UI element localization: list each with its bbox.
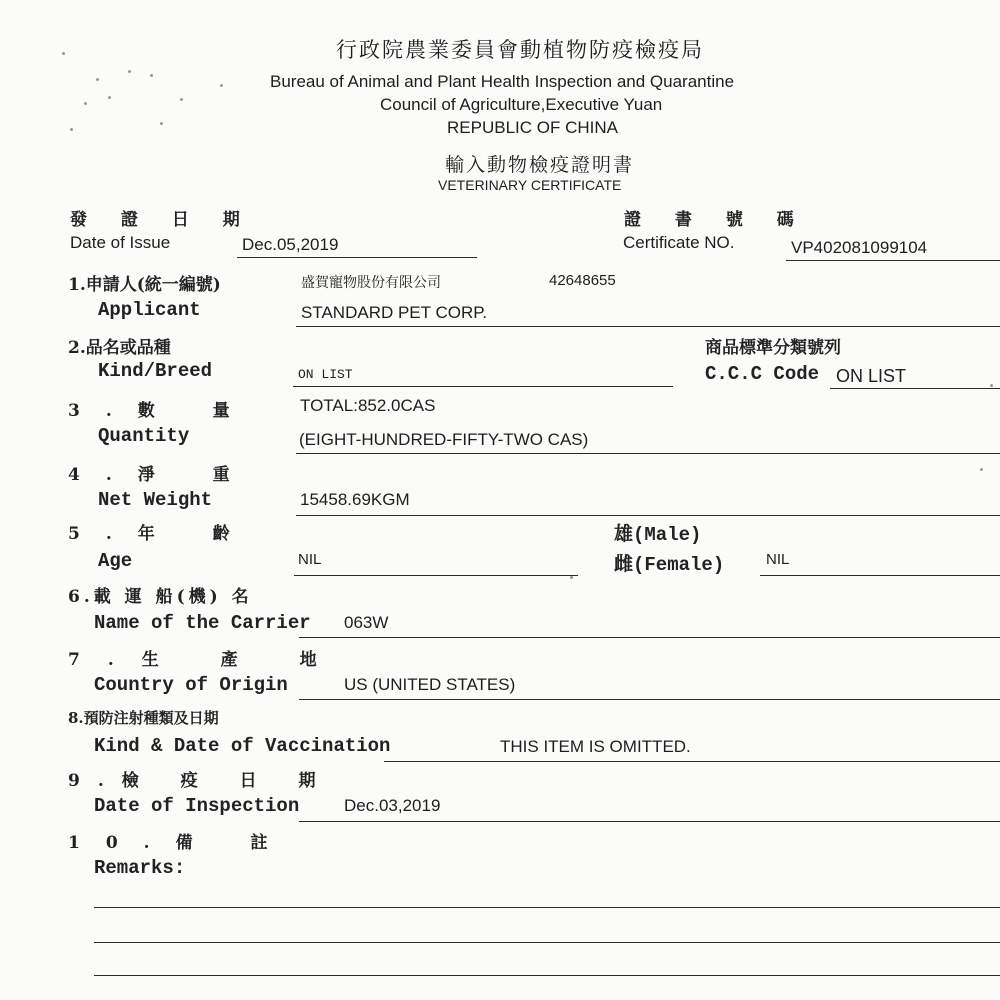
remarks-label: Remarks:	[94, 857, 186, 879]
applicant-id-number: 42648655	[549, 272, 616, 289]
carrier-underline	[299, 637, 1000, 638]
carrier-label-zh: 6.載 運 船(機) 名	[68, 587, 253, 607]
document-title-en: VETERINARY CERTIFICATE	[438, 177, 622, 193]
applicant-label: Applicant	[98, 299, 201, 321]
quantity-underline	[296, 453, 1000, 454]
quantity-label-zh: 3.數 量	[68, 401, 256, 421]
issue-date-label: Date of Issue	[70, 233, 171, 252]
carrier-label: Name of the Carrier	[94, 612, 311, 634]
sex-value: NIL	[766, 551, 790, 568]
ccc-label-zh: 商品標準分類號列	[705, 338, 841, 358]
agency-title-en: Bureau of Animal and Plant Health Inspection and Quarantine	[270, 72, 735, 91]
quantity-words: (EIGHT-HUNDRED-FIFTY-TWO CAS)	[299, 430, 589, 449]
kind-label: Kind/Breed	[98, 360, 213, 382]
origin-label-zh: 7.生 產 地	[68, 650, 345, 670]
country-title: REPUBLIC OF CHINA	[447, 118, 618, 137]
applicant-underline	[296, 326, 1000, 327]
quantity-value: TOTAL:852.0CAS	[300, 396, 436, 415]
weight-label: Net Weight	[98, 489, 213, 511]
female-label: 雌(Female)	[614, 554, 725, 576]
ccc-label: C.C.C Code	[705, 363, 820, 385]
applicant-label-zh: 1.申請人(統一編號)	[68, 275, 221, 295]
certificate-number: VP402081099104	[791, 238, 928, 257]
remarks-label-zh: 10.備 註	[68, 833, 294, 853]
applicant-value: STANDARD PET CORP.	[301, 303, 488, 322]
origin-underline	[299, 699, 1000, 700]
origin-label: Country of Origin	[94, 674, 288, 696]
age-value: NIL	[298, 551, 322, 568]
remarks-line	[94, 975, 1000, 976]
remarks-line	[94, 907, 1000, 908]
vaccination-underline	[384, 761, 1000, 762]
inspection-underline	[299, 821, 1000, 822]
certificate-label-zh: 證 書 號 碼	[624, 210, 808, 230]
male-label: 雄(Male)	[614, 524, 702, 546]
inspection-value: Dec.03,2019	[344, 796, 441, 815]
age-label-zh: 5.年 齡	[68, 524, 256, 544]
ccc-value: ON LIST	[836, 366, 907, 386]
issue-date-underline	[237, 257, 477, 258]
inspection-label-zh: 9.檢 疫 日 期	[68, 771, 334, 791]
remarks-line	[94, 942, 1000, 943]
vaccination-label: Kind & Date of Vaccination	[94, 735, 391, 757]
sex-underline	[760, 575, 1000, 576]
inspection-label: Date of Inspection	[94, 795, 300, 817]
kind-underline	[293, 386, 673, 387]
weight-value: 15458.69KGM	[300, 490, 410, 509]
certificate-underline	[786, 260, 1000, 261]
kind-value: ON LIST	[298, 367, 353, 382]
council-title: Council of Agriculture,Executive Yuan	[380, 95, 663, 114]
quantity-label: Quantity	[98, 425, 190, 447]
ccc-underline	[830, 388, 1000, 389]
document-title-zh: 輸入動物檢疫證明書	[445, 154, 635, 176]
carrier-value: 063W	[344, 613, 389, 632]
agency-title-zh: 行政院農業委員會動植物防疫檢疫局	[336, 38, 704, 62]
issue-date-label-zh: 發 證 日 期	[70, 210, 254, 230]
weight-label-zh: 4.淨 重	[68, 465, 256, 485]
vaccination-label-zh: 8.預防注射種類及日期	[68, 709, 219, 727]
weight-underline	[296, 515, 1000, 516]
age-underline	[294, 575, 578, 576]
certificate-label: Certificate NO.	[623, 233, 735, 252]
origin-value: US (UNITED STATES)	[344, 675, 516, 694]
issue-date-value: Dec.05,2019	[242, 235, 339, 254]
applicant-name-zh: 盛賀寵物股份有限公司	[301, 275, 441, 291]
vaccination-value: THIS ITEM IS OMITTED.	[500, 737, 691, 756]
age-label: Age	[98, 550, 133, 572]
kind-label-zh: 2.品名或品種	[68, 338, 171, 358]
